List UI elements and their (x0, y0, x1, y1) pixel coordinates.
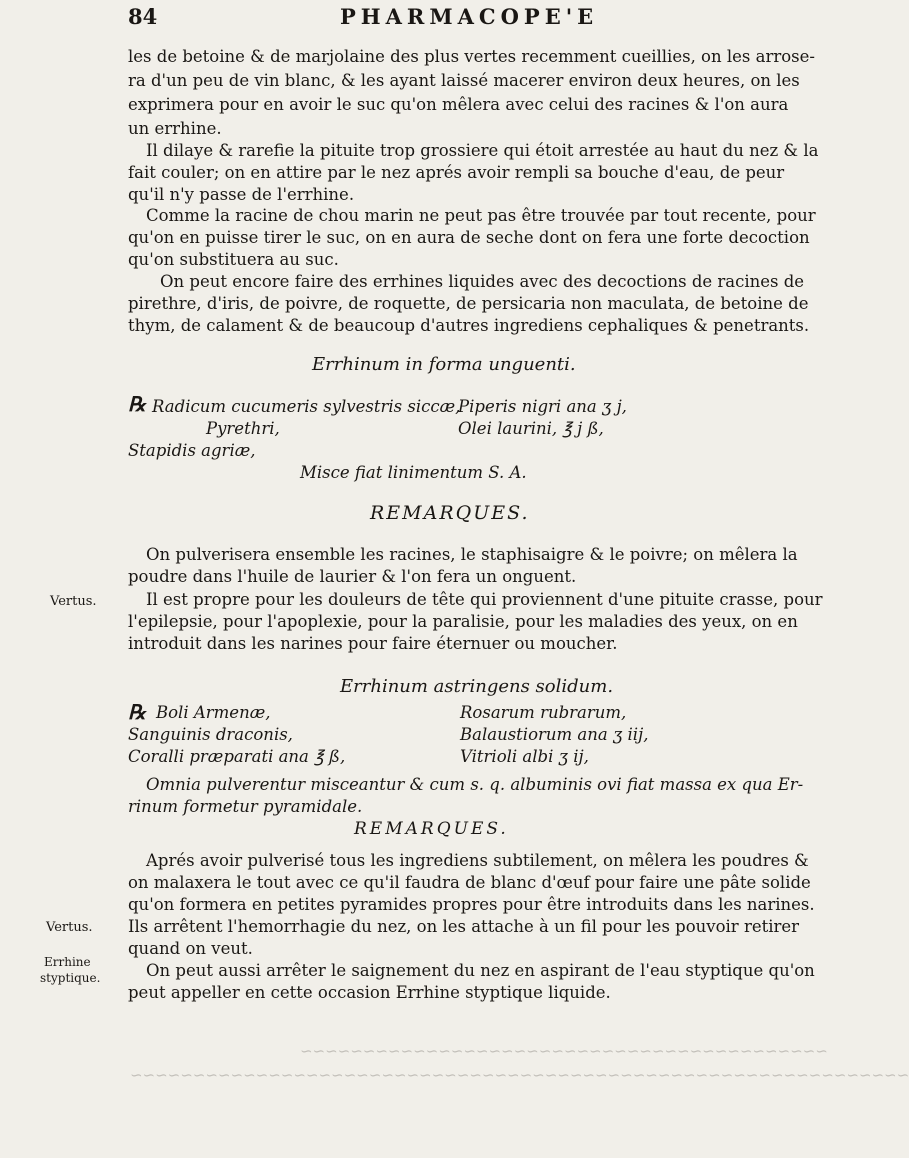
text-line: On pulverisera ensemble les racines, le staphisaigre & le poivre; on mêlera la (146, 545, 798, 564)
text-line: qu'on en puisse tirer le suc, on en aura de seche dont on fera une forte decoction (128, 228, 810, 247)
recipe-symbol-icon: ℞ (128, 700, 146, 724)
text-line: Aprés avoir pulverisé tous les ingrediens subtilement, on mêlera les poudres & (146, 851, 809, 870)
text-line: fait couler; on en attire par le nez aprés avoir rempli sa bouche d'eau, de peur (128, 163, 785, 182)
ingredient: Boli Armenæ, (156, 703, 271, 722)
ingredient: Pyrethri, (206, 419, 280, 438)
bleed-through-text: ~~~~~~~~~~~~~~~~~~~~~~~~~~~~~~~~~~~~~~~~~~~~~~~~~~~~~~~~~~~~~~ (130, 1066, 909, 1084)
ingredient: Olei laurini, ℥ j ß, (458, 419, 604, 438)
text-line: qu'on formera en petites pyramides propres pour être introduits dans les narines. (128, 895, 815, 914)
text-line: On peut aussi arrêter le saignement du nez en aspirant de l'eau styptique qu'on (146, 961, 815, 980)
section-heading: REMARQUES. (370, 502, 530, 524)
text-line: on malaxera le tout avec ce qu'il faudra de blanc d'œuf pour faire une pâte solide (128, 873, 811, 892)
text-line: poudre dans l'huile de laurier & l'on fera un onguent. (128, 567, 577, 586)
text-line: qu'on substituera au suc. (128, 250, 339, 269)
ingredient: Rosarum rubrarum, (460, 703, 627, 722)
recipe-title: Errhinum in forma unguenti. (312, 354, 576, 375)
text-line: Il dilaye & rarefie la pituite trop grossiere qui étoit arrestée au haut du nez & la (146, 141, 819, 160)
margin-note-errhine: Errhine (44, 955, 91, 969)
running-title: PHARMACOPE'E (340, 4, 599, 29)
text-line: peut appeller en cette occasion Errhine styptique liquide. (128, 983, 611, 1002)
recipe-instruction: rinum formetur pyramidale. (128, 797, 363, 816)
margin-note-styptique: styptique. (40, 971, 101, 985)
bleed-through-text: ~~~~~~~~~~~~~~~~~~~~~~~~~~~~~~~~~~~~~~~~~~ (300, 1042, 828, 1060)
page-header (128, 4, 648, 44)
text-line: l'epilepsie, pour l'apoplexie, pour la paralisie, pour les maladies des yeux, on en (128, 612, 798, 631)
page-number: 84 (128, 4, 158, 29)
ingredient: Radicum cucumeris sylvestris siccæ, (152, 397, 461, 416)
text-line: pirethre, d'iris, de poivre, de roquette, de persicaria non maculata, de betoine de (128, 294, 809, 313)
margin-note-vertus: Vertus. (46, 920, 93, 935)
ingredient: Balaustiorum ana ʒ iij, (460, 725, 649, 744)
ingredient: Piperis nigri ana ʒ j, (458, 397, 627, 416)
text-line: quand on veut. (128, 939, 253, 958)
text-line: introduit dans les narines pour faire éternuer ou moucher. (128, 634, 618, 653)
text-line: un errhine. (128, 119, 222, 138)
ingredient: Coralli præparati ana ℥ ß, (128, 747, 346, 766)
recipe-instruction: Misce fiat linimentum S. A. (300, 463, 527, 482)
section-heading: REMARQUES. (354, 819, 509, 839)
text-line: On peut encore faire des errhines liquides avec des decoctions de racines de (160, 272, 805, 291)
margin-note-vertus: Vertus. (50, 594, 97, 609)
recipe-title: Errhinum astringens solidum. (340, 676, 614, 697)
ingredient: Vitrioli albi ʒ ij, (460, 747, 589, 766)
text-line: Il est propre pour les douleurs de tête qui proviennent d'une pituite crasse, pour (146, 590, 823, 609)
recipe-instruction: Omnia pulverentur misceantur & cum s. q. albuminis ovi fiat massa ex qua Er- (146, 775, 804, 794)
text-line: Comme la racine de chou marin ne peut pas être trouvée par tout recente, pour (146, 206, 816, 225)
text-line: Ils arrêtent l'hemorrhagie du nez, on les attache à un fil pour les pouvoir retirer (128, 917, 800, 936)
ingredient: Sanguinis draconis, (128, 725, 293, 744)
text-line: qu'il n'y passe de l'errhine. (128, 185, 355, 204)
text-line: les de betoine & de marjolaine des plus vertes recemment cueillies, on les arrose- (128, 47, 815, 66)
recipe-symbol-icon: ℞ (128, 392, 146, 416)
text-line: exprimera pour en avoir le suc qu'on mêlera avec celui des racines & l'on aura (128, 95, 789, 114)
text-line: thym, de calament & de beaucoup d'autres ingrediens cephaliques & penetrants. (128, 316, 810, 335)
text-line: ra d'un peu de vin blanc, & les ayant laissé macerer environ deux heures, on les (128, 71, 800, 90)
ingredient: Stapidis agriæ, (128, 441, 256, 460)
